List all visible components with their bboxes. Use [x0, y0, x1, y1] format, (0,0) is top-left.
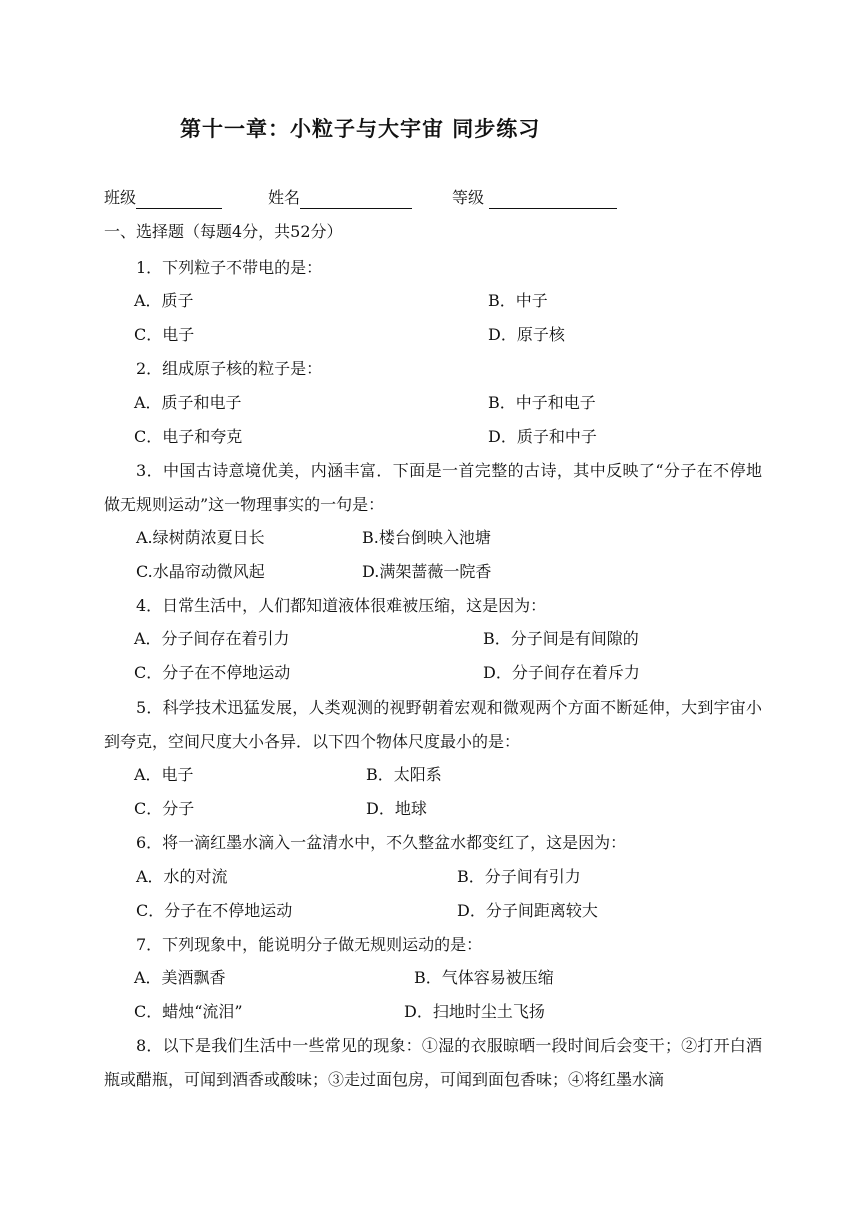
option: C．电子和夸克	[134, 427, 243, 446]
question-stem: 5．科学技术迅猛发展，人类观测的视野朝着宏观和微观两个方面不断延伸，大到宇宙小到夸克，空间尺度大小各异．以下四个物体尺度最小的是：	[104, 698, 762, 751]
option: B．太阳系	[366, 765, 442, 784]
option: A．质子和电子	[134, 393, 242, 412]
question-stem: 2．组成原子核的粒子是：	[136, 359, 323, 378]
option: D．分子间存在着斥力	[483, 663, 640, 682]
option: A．质子	[134, 291, 194, 310]
option: C．分子在不停地运动	[134, 663, 291, 682]
option: B.楼台倒映入池塘	[362, 528, 491, 547]
option: C．分子	[134, 799, 195, 818]
name-label: 姓名	[268, 188, 301, 207]
option: D．原子核	[488, 325, 565, 344]
option: A．分子间存在着引力	[134, 629, 290, 648]
option: A．水的对流	[136, 867, 228, 886]
option: A．电子	[134, 765, 194, 784]
class-label: 班级	[104, 188, 137, 207]
page-title: 第十一章：小粒子与大宇宙 同步练习	[180, 117, 541, 141]
grade-label: 等级	[452, 188, 485, 207]
option: A．美酒飘香	[134, 968, 226, 987]
option: D.满架蔷薇一院香	[362, 562, 492, 581]
question-stem: 1．下列粒子不带电的是：	[136, 258, 323, 277]
option: B．气体容易被压缩	[414, 968, 554, 987]
section-heading: 一、选择题（每题4分，共52分）	[104, 222, 343, 241]
option: B．中子	[488, 291, 548, 310]
option: B．中子和电子	[488, 393, 596, 412]
option: C．蜡烛“流泪”	[134, 1002, 243, 1021]
option: D．质子和中子	[488, 427, 597, 446]
question-stem: 3．中国古诗意境优美，内涵丰富．下面是一首完整的古诗，其中反映了“分子在不停地做无规则运动”这一物理事实的一句是：	[104, 461, 762, 514]
question-stem: 8．以下是我们生活中一些常见的现象：①湿的衣服晾晒一段时间后会变干；②打开白酒瓶或醋瓶，可闻到酒香或酸味；③走过面包房，可闻到面包香味；④将红墨水滴	[104, 1036, 762, 1089]
class-blank[interactable]	[136, 190, 222, 209]
name-blank[interactable]	[300, 190, 412, 209]
option: D．地球	[366, 799, 427, 818]
option: A.绿树荫浓夏日长	[136, 528, 265, 547]
option: C.水晶帘动微风起	[136, 562, 265, 581]
question-stem: 6．将一滴红墨水滴入一盆清水中，不久整盆水都变红了，这是因为：	[136, 833, 627, 852]
option: D．分子间距离较大	[457, 901, 598, 920]
option: C．电子	[134, 325, 195, 344]
option: C．分子在不停地运动	[136, 901, 293, 920]
question-stem: 4．日常生活中，人们都知道液体很难被压缩，这是因为：	[136, 596, 547, 615]
option: D．扫地时尘土飞扬	[404, 1002, 545, 1021]
grade-blank[interactable]	[489, 190, 617, 209]
option: B．分子间是有间隙的	[483, 629, 639, 648]
question-stem: 7．下列现象中，能说明分子做无规则运动的是：	[136, 935, 483, 954]
option: B．分子间有引力	[457, 867, 581, 886]
